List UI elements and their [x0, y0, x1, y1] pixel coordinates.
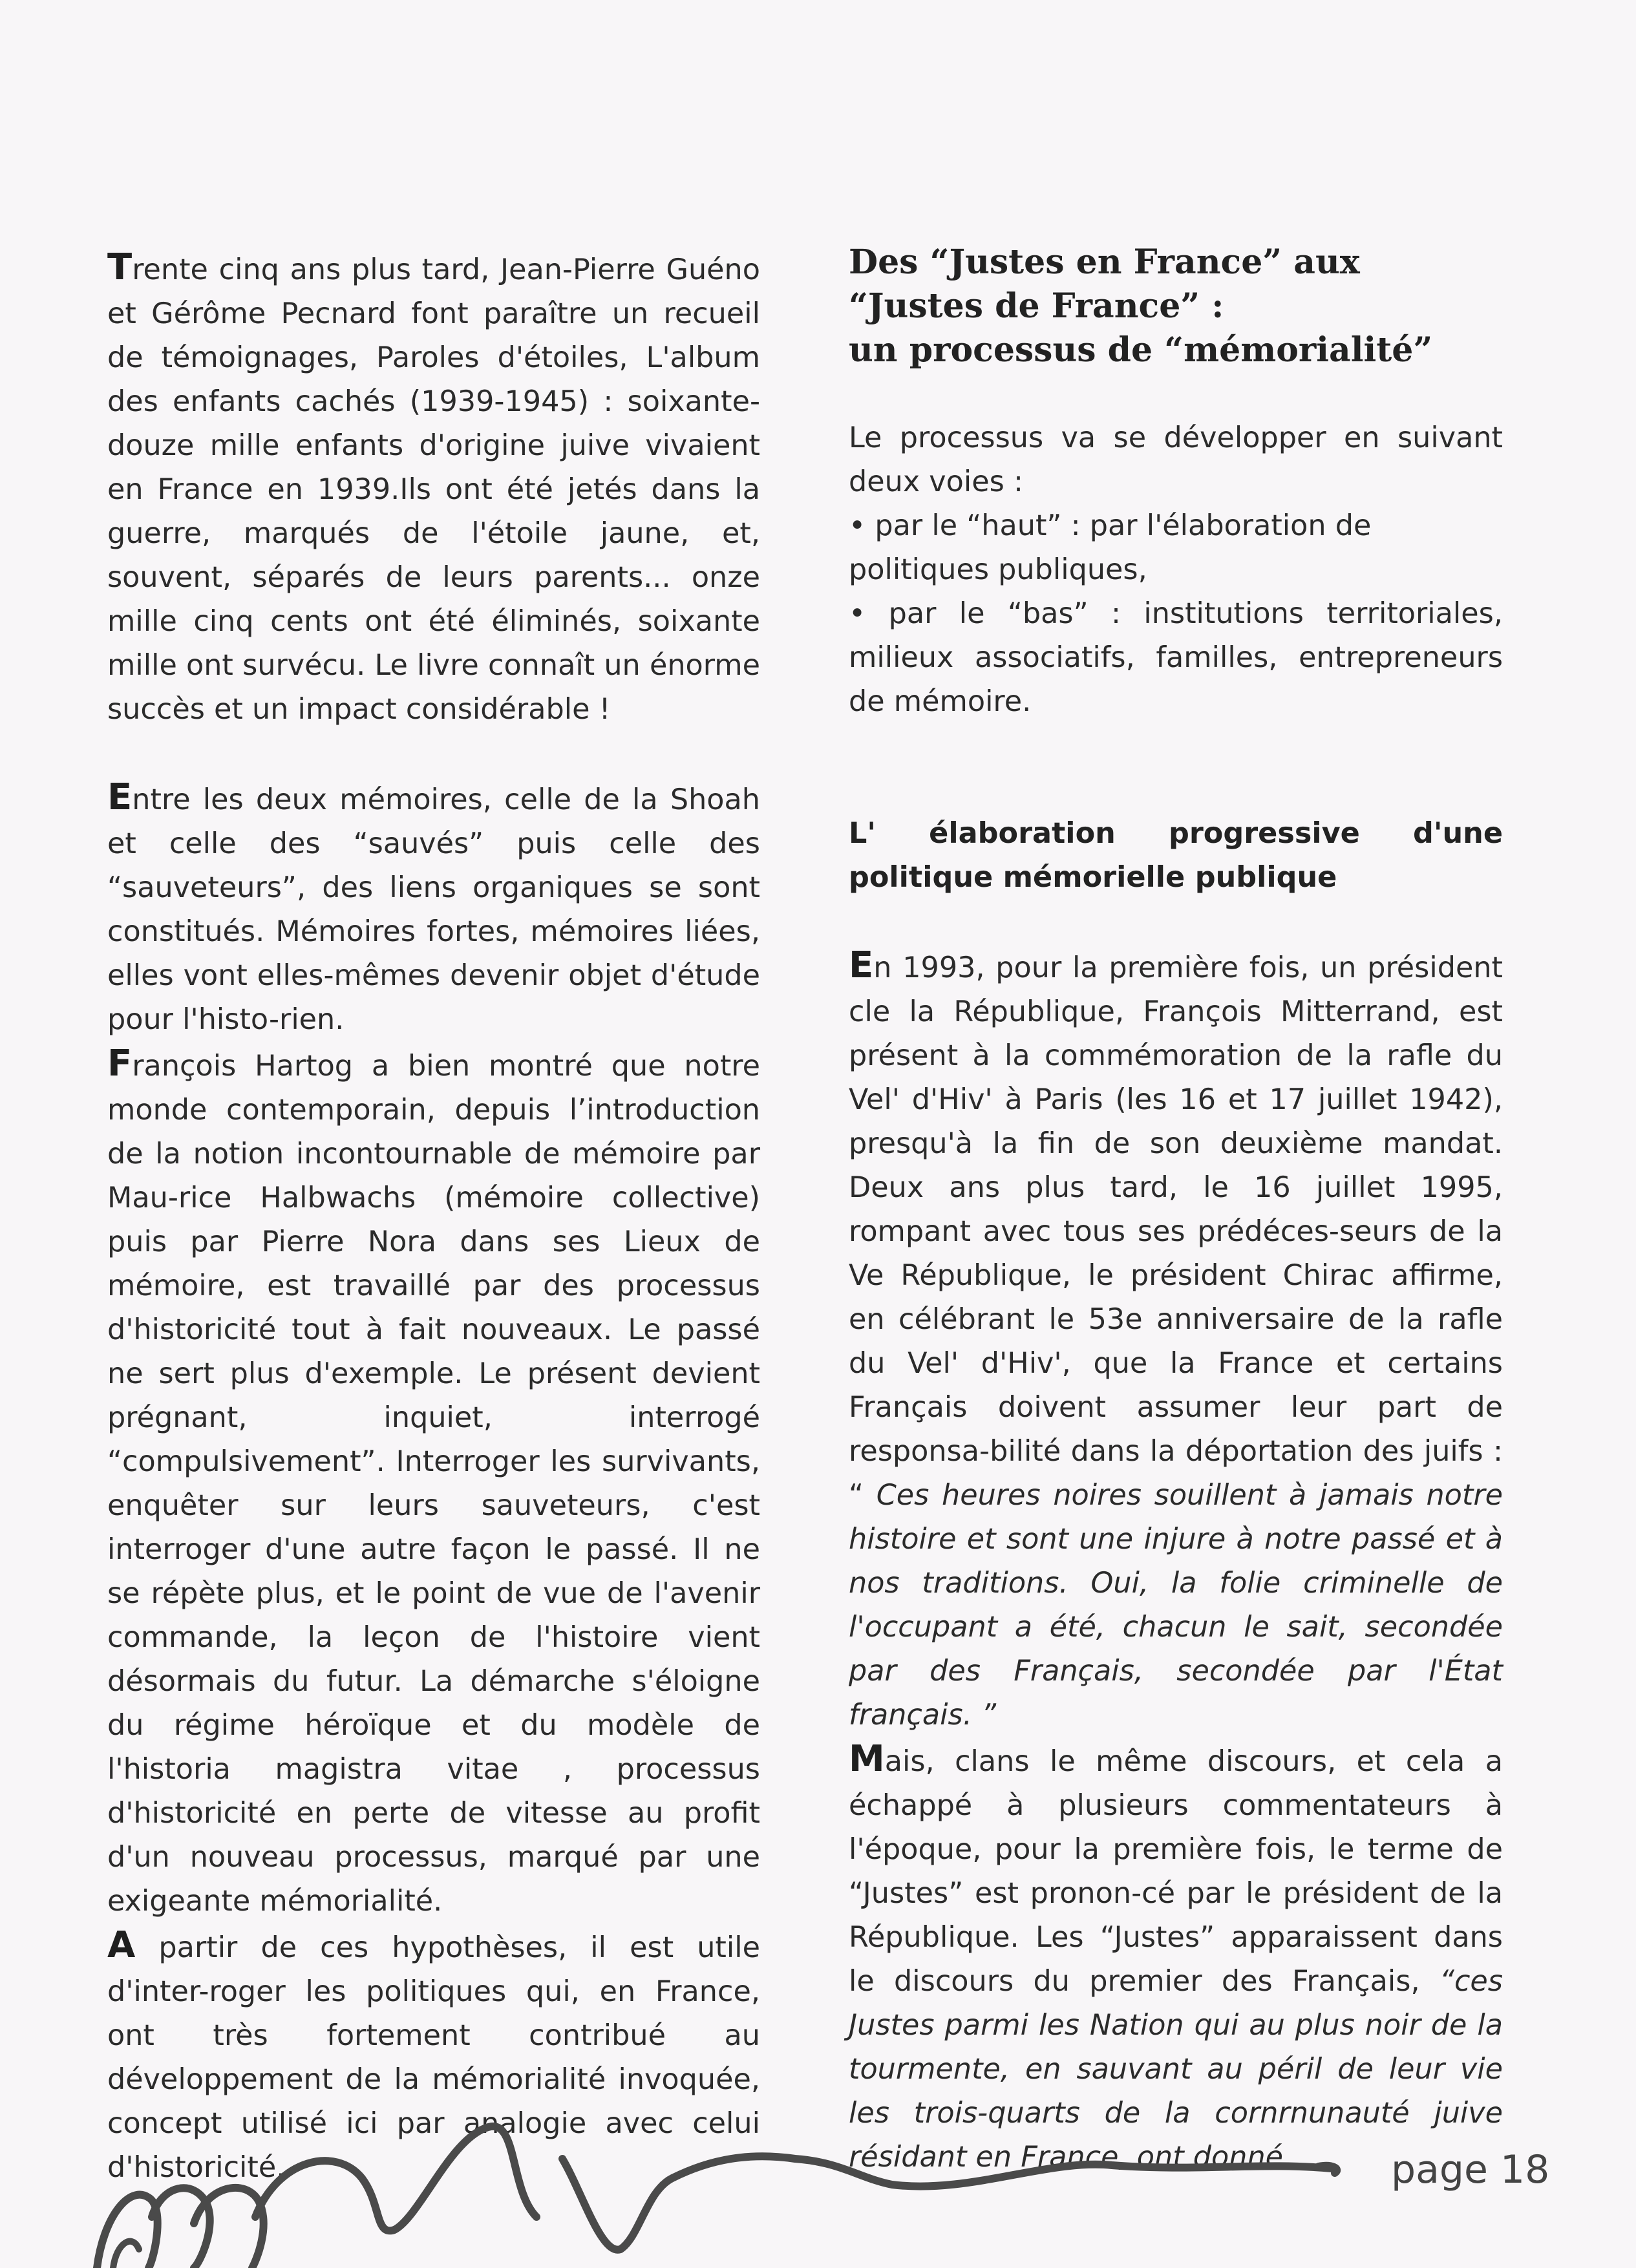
drop-cap: A: [107, 1924, 136, 1966]
paragraph-text: rente cinq ans plus tard, Jean-Pierre Guéno et Gérôme Pecnard font paraître un recueil de témoignages, Paroles d'étoiles, L'album des enfants cachés (1939-1945) : soixante-douze mille enfants d'origine juive vivaient en France en 1939.Ils ont été jetés dans la guerre, marqués de l'étoile jaune, et, souvent, séparés de leurs parents... onze mille cinq cents ont été éliminés, soixante mille ont survécu. Le livre connaît un énorme succès et un impact considérable !: [107, 253, 760, 726]
paragraph-text: partir de ces hypothèses, il est utile d'inter-roger les politiques qui, en France, ont très fortement contribué au développement de la mémorialité invoquée, concept utilisé ici par analogie avec celui d'historicité.: [107, 1931, 760, 2184]
drop-cap: E: [107, 776, 133, 818]
paragraph: [107, 776, 760, 1042]
page-number: page 18: [1391, 2147, 1550, 2192]
drop-cap: F: [107, 1043, 133, 1085]
drop-cap: T: [107, 246, 133, 288]
paragraph: [849, 944, 1503, 1737]
section-heading-line: un processus de “mémorialité”: [849, 330, 1433, 370]
right-column: [849, 240, 1503, 2179]
list-item: • par le “bas” : institutions territoriales, milieux associatifs, familles, entrepreneurs de mémoire.: [849, 597, 1503, 718]
section-heading-line: Des “Justes en France” aux “Justes de France” :: [849, 242, 1360, 326]
paragraph-text: ais, clans le même discours, et cela a échappé à plusieurs commentateurs à l'époque, pour la première fois, le terme de “Justes” est pronon-cé par le président de la République. Les “Justes” apparaissent dans le discours du premier des Français,: [849, 1745, 1503, 1998]
intro-text: Le processus va se développer en suivant deux voies :: [849, 421, 1503, 498]
paragraph: [107, 1042, 760, 1924]
subheading: L' élaboration progressive d'une politique mémorielle publique: [849, 817, 1503, 894]
drop-cap: M: [849, 1738, 885, 1780]
list-item: • par le “haut” : par l'élaboration de politiques publiques,: [849, 509, 1372, 586]
drop-cap: E: [849, 944, 874, 986]
quotation: “ces Justes parmi les Nation qui au plus noir de la tourmente, en sauvant au péril de leur vie les trois-quarts de la cornrnunauté juive résidant en France, ont donné: [849, 1965, 1503, 2174]
paragraph-text: rançois Hartog a bien montré que notre monde contemporain, depuis l’introduction de la notion incontournable de mémoire par Mau-rice Halbwachs (mémoire collective) puis par Pierre Nora dans ses Lieux de mémoire, est travaillé par des processus d'historicité tout à fait nouveaux. Le passé ne sert plus d'exemple. Le présent devient prégnant, inquiet, interrogé “compulsivement”. Interroger les survivants, enquêter sur leurs sauveteurs, c'est interroger d'une autre façon le passé. Il ne se répète plus, et le point de vue de l'avenir commande, la leçon de l'histoire vient désormais du futur. La démarche s'éloigne du régime héroïque et du modèle de l'historia magistra vitae , processus d'historicité en perte de vitesse au profit d'un nouveau processus, marqué par une exigeante mémorialité.: [107, 1050, 760, 1918]
paragraph-text: ntre les deux mémoires, celle de la Shoah et celle des “sauvés” puis celle des “sauveteurs”, des liens organiques se sont constitués. Mémoires fortes, mémoires liées, elles vont elles-mêmes devenir objet d'étude pour l'histo-rien.: [107, 783, 760, 1036]
paragraph-text: n 1993, pour la première fois, un président cle la République, François Mitterrand, est présent à la commémoration de la rafle du Vel' d'Hiv' à Paris (les 16 et 17 juillet 1942), presqu'à la fin de son deuxième mandat. Deux ans plus tard, le 16 juillet 1995, rompant avec tous ses prédéces-seurs de la Ve République, le président Chirac affirme, en célébrant le 53e anniversaire de la rafle du Vel' d'Hiv', que la France et certains Français doivent assumer leur part de responsa-bilité dans la déportation des juifs : “: [849, 951, 1503, 1512]
paragraph: [107, 246, 760, 732]
left-column: [107, 246, 760, 2190]
quotation: Ces heures noires souillent à jamais notre histoire et sont une injure à notre passé et à nos traditions. Oui, la folie criminelle de l'occupant a été, chacun le sait, secondée par des Français, secondée par l'État français. ”: [849, 1479, 1503, 1732]
section-heading: [849, 240, 1503, 372]
